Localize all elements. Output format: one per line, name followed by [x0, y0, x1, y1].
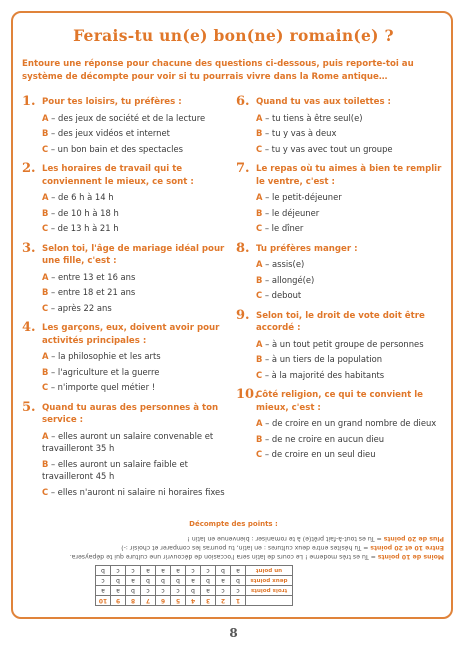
answer-option[interactable]: A – des jeux de société et de la lecture: [42, 112, 206, 123]
score-cell: b: [186, 586, 201, 596]
answer-option[interactable]: B – entre 18 et 21 ans: [42, 287, 136, 297]
score-cell: a: [201, 586, 216, 596]
answer-option[interactable]: A – entre 13 et 16 ans: [42, 271, 136, 282]
option-letter: B: [42, 287, 49, 297]
answer-option[interactable]: C – elles n'auront ni salaire ni horaires fixes: [42, 486, 225, 497]
option-letter: B: [256, 274, 263, 285]
score-row-label: trois points: [246, 586, 293, 596]
answer-option[interactable]: C – n'importe quel métier !: [42, 382, 156, 392]
option-letter: C: [256, 369, 263, 380]
score-question-number: 7: [141, 596, 156, 606]
score-question-number: 5: [171, 596, 186, 606]
option-text: elles auront un salaire convenable et travailleront 35 h: [42, 430, 214, 453]
option-letter: C: [42, 486, 49, 497]
option-text: de 6 h à 14 h: [58, 192, 114, 202]
score-cell: a: [126, 576, 141, 586]
question-number: 6.: [236, 94, 250, 109]
question-text: Le repas où tu aimes à bien te remplir le ventre, c'est :: [256, 164, 442, 187]
score-question-number: 9: [111, 596, 126, 606]
question-heading: [22, 163, 234, 188]
option-letter: A: [42, 351, 49, 361]
option-letter: C: [42, 382, 49, 392]
option-letter: A: [256, 418, 263, 428]
question-5: [22, 399, 234, 499]
score-row-label: un point: [246, 566, 293, 576]
score-row: [96, 576, 293, 586]
page-number: 8: [229, 626, 238, 640]
score-row-label: deux points: [246, 576, 293, 586]
answer-option[interactable]: C – à la majorité des habitants: [256, 369, 385, 380]
score-cell: b: [96, 566, 111, 576]
option-letter: C: [42, 223, 49, 233]
score-question-number: 6: [156, 596, 171, 606]
option-letter: A: [256, 112, 263, 123]
option-text: allongé(e): [271, 274, 315, 285]
question-8: [236, 240, 450, 302]
question-heading: [236, 163, 450, 188]
score-question-number: 4: [186, 596, 201, 606]
question-1: [22, 96, 234, 155]
option-text: le dîner: [271, 223, 304, 233]
question-text: Selon toi, le droit de vote doit être accordé :: [256, 310, 425, 333]
question-heading: [22, 399, 234, 427]
score-question-number: 2: [216, 596, 231, 606]
score-cell: b: [231, 576, 246, 586]
option-letter: C: [256, 290, 263, 300]
score-cell: b: [141, 576, 156, 586]
answer-option[interactable]: B – elles auront un salaire faible et travailleront 45 h: [42, 458, 188, 481]
questions-left-column: [22, 96, 234, 506]
score-question-number: 3: [201, 596, 216, 606]
answer-option[interactable]: A – la philosophie et les arts: [42, 351, 161, 361]
question-heading: [236, 240, 450, 256]
answer-option[interactable]: B – de 10 h à 18 h: [42, 207, 119, 218]
question-number: 3.: [22, 240, 36, 256]
option-text: elles n'auront ni salaire ni horaires fixes: [57, 486, 225, 497]
score-cell: c: [171, 586, 186, 596]
result-range: Moins de 10 points: [377, 553, 444, 560]
answer-option[interactable]: A – assis(e): [256, 259, 305, 269]
option-text: assis(e): [272, 259, 305, 269]
result-range: Plus de 20 points: [383, 535, 444, 542]
question-heading: [22, 96, 234, 109]
score-cell: a: [156, 566, 171, 576]
answer-option[interactable]: C – un bon bain et des spectacles: [42, 143, 183, 154]
score-cell: b: [216, 566, 231, 576]
option-text: de ne croire en aucun dieu: [271, 433, 385, 444]
question-7: [236, 163, 450, 235]
answer-option[interactable]: B – des jeux vidéos et internet: [42, 128, 170, 138]
question-text: Pour tes loisirs, tu préfères :: [42, 97, 182, 107]
score-question-number: 10: [96, 596, 111, 606]
option-text: de croire en un grand nombre de dieux: [272, 418, 437, 428]
option-text: de 10 h à 18 h: [57, 207, 119, 218]
question-heading: [236, 307, 450, 335]
score-cell: a: [171, 566, 186, 576]
option-text: des jeux de société et de la lecture: [58, 112, 206, 123]
answer-option[interactable]: A – de 6 h à 14 h: [42, 192, 114, 202]
score-cell: c: [216, 586, 231, 596]
option-letter: C: [256, 449, 263, 459]
answer-option[interactable]: A – à un tout petit groupe de personnes: [256, 338, 424, 349]
score-cell: b: [126, 586, 141, 596]
answer-option[interactable]: B – à un tiers de la population: [256, 354, 383, 364]
score-cell: c: [156, 586, 171, 596]
option-letter: A: [42, 430, 49, 441]
option-text: après 22 ans: [57, 302, 112, 313]
decompte-results: [24, 534, 444, 561]
result-line: Entre 10 et 20 points = Tu hésites entre deux cultures : en latin, tu pourras les comparer et choisir :-): [121, 544, 444, 551]
decompte-title: Décompte des points :: [189, 520, 278, 528]
score-question-number: 1: [231, 596, 246, 606]
option-letter: C: [256, 143, 263, 154]
question-text: Quand tu vas aux toilettes :: [256, 97, 391, 107]
option-letter: A: [256, 338, 263, 349]
result-text: Tu es très moderne ! Le cours de latin sera l'occasion de découvrir une culture qui te dépaysera.: [69, 553, 369, 560]
question-text: Les horaires de travail qui te conviennent le mieux, ce sont :: [42, 164, 194, 187]
option-letter: C: [256, 223, 263, 233]
question-heading: [236, 389, 450, 414]
option-text: des jeux vidéos et internet: [57, 128, 170, 138]
score-cell: c: [201, 566, 216, 576]
option-text: tu tiens à être seul(e): [272, 112, 363, 123]
option-text: la philosophie et les arts: [58, 351, 161, 361]
option-text: tu y vas à deux: [271, 128, 337, 138]
question-6: [236, 96, 450, 155]
option-letter: B: [256, 354, 263, 364]
answer-option[interactable]: A – le petit-déjeuner: [256, 192, 342, 202]
answer-option[interactable]: B – de ne croire en aucun dieu: [256, 433, 385, 444]
question-10: [236, 389, 450, 461]
option-text: de croire en un seul dieu: [271, 449, 376, 459]
option-text: entre 13 et 16 ans: [58, 271, 136, 282]
score-cell: b: [156, 576, 171, 586]
score-cell: b: [201, 576, 216, 586]
page-title: Ferais-tu un(e) bon(ne) romain(e) ?: [73, 26, 394, 45]
question-number: 10.: [236, 387, 259, 402]
question-number: 9.: [236, 307, 250, 323]
result-text: Tu hésites entre deux cultures : en latin, tu pourras les comparer et choisir :-): [121, 544, 362, 551]
score-cell: a: [96, 586, 111, 596]
answer-option[interactable]: A – de croire en un grand nombre de dieux: [256, 418, 437, 428]
answer-option[interactable]: C – debout: [256, 290, 302, 300]
question-text: Selon toi, l'âge de mariage idéal pour une fille, c'est :: [42, 243, 225, 266]
score-cell: c: [186, 566, 201, 576]
option-text: à un tout petit groupe de personnes: [272, 338, 424, 349]
option-letter: A: [42, 271, 49, 282]
question-heading: [236, 96, 450, 109]
option-letter: B: [42, 207, 49, 218]
score-cell: c: [141, 586, 156, 596]
question-heading: [22, 240, 234, 268]
question-number: 7.: [236, 161, 250, 176]
answer-option[interactable]: C – de croire en un seul dieu: [256, 449, 376, 459]
result-line: Moins de 10 points = Tu es très moderne ! Le cours de latin sera l'occasion de découvrir une culture qui te dépaysera.: [69, 553, 444, 560]
question-number: 1.: [22, 94, 36, 109]
answer-option[interactable]: C – après 22 ans: [42, 302, 112, 313]
option-letter: A: [42, 112, 49, 123]
question-text: Les garçons, eux, doivent avoir pour activités principales :: [42, 323, 220, 346]
option-text: entre 18 et 21 ans: [57, 287, 136, 297]
answer-option[interactable]: C – le dîner: [256, 223, 304, 233]
score-cell: c: [96, 576, 111, 586]
score-cell: c: [111, 566, 126, 576]
option-text: un bon bain et des spectacles: [57, 143, 183, 154]
option-text: debout: [271, 290, 302, 300]
option-letter: B: [42, 128, 49, 138]
answer-option[interactable]: B – l'agriculture et la guerre: [42, 366, 160, 377]
score-cell: a: [216, 576, 231, 586]
score-question-number: 8: [126, 596, 141, 606]
answer-option[interactable]: C – de 13 h à 21 h: [42, 223, 119, 233]
result-text: Tu es tout-à-fait prêt(e) à te romaniser : bienvenue en latin !: [187, 535, 375, 542]
option-letter: B: [42, 458, 49, 469]
question-text: Quand tu auras des personnes à ton service :: [42, 402, 219, 425]
questions-right-column: [236, 96, 450, 469]
score-header-corner: [246, 596, 293, 606]
answer-option[interactable]: A – elles auront un salaire convenable et travailleront 35 h: [42, 430, 214, 453]
question-text: Côté religion, ce qui te convient le mieux, c'est :: [256, 390, 424, 413]
option-letter: A: [256, 192, 263, 202]
answer-option[interactable]: B – le déjeuner: [256, 207, 320, 218]
option-text: n'importe quel métier !: [57, 382, 156, 392]
option-text: à un tiers de la population: [271, 354, 383, 364]
option-text: de 13 h à 21 h: [57, 223, 119, 233]
option-letter: A: [42, 192, 49, 202]
result-line: Plus de 20 points = Tu es tout-à-fait prêt(e) à te romaniser : bienvenue en latin !: [187, 535, 444, 542]
score-header-row: [96, 596, 293, 606]
option-text: elles auront un salaire faible et travailleront 45 h: [42, 458, 188, 481]
intro-text: Entoure une réponse pour chacune des questions ci-dessous, puis reporte-toi au système de décompte pour voir si tu pourrais vivre dans la Rome antique…: [22, 59, 414, 82]
option-letter: B: [42, 366, 49, 377]
score-cell: a: [141, 566, 156, 576]
score-cell: a: [111, 586, 126, 596]
score-row: [96, 586, 293, 596]
question-number: 4.: [22, 320, 36, 335]
question-heading: [22, 322, 234, 347]
question-9: [236, 307, 450, 382]
answer-option[interactable]: B – allongé(e): [256, 274, 315, 285]
score-row: [96, 566, 293, 576]
option-letter: C: [42, 302, 49, 313]
option-letter: B: [256, 128, 263, 138]
score-cell: a: [231, 566, 246, 576]
score-cell: c: [231, 586, 246, 596]
answer-option[interactable]: A – tu tiens à être seul(e): [256, 112, 363, 123]
option-text: à la majorité des habitants: [271, 369, 385, 380]
question-number: 2.: [22, 161, 36, 176]
answer-option[interactable]: B – tu y vas à deux: [256, 128, 337, 138]
question-number: 8.: [236, 240, 250, 256]
result-range: Entre 10 et 20 points: [370, 544, 444, 551]
question-3: [22, 240, 234, 315]
option-text: tu y vas avec tout un groupe: [271, 143, 393, 154]
answer-option[interactable]: C – tu y vas avec tout un groupe: [256, 143, 393, 154]
question-2: [22, 163, 234, 235]
question-4: [22, 322, 234, 394]
option-text: l'agriculture et la guerre: [57, 366, 160, 377]
option-text: le petit-déjeuner: [272, 192, 342, 202]
score-cell: b: [171, 576, 186, 586]
score-cell: c: [126, 566, 141, 576]
option-letter: B: [256, 433, 263, 444]
question-number: 5.: [22, 399, 36, 415]
score-cell: a: [186, 576, 201, 586]
score-cell: b: [111, 576, 126, 586]
option-text: le déjeuner: [271, 207, 320, 218]
score-table: [95, 565, 293, 606]
option-letter: B: [256, 207, 263, 218]
option-letter: A: [256, 259, 263, 269]
option-letter: C: [42, 143, 49, 154]
question-text: Tu préfères manger :: [256, 243, 358, 254]
